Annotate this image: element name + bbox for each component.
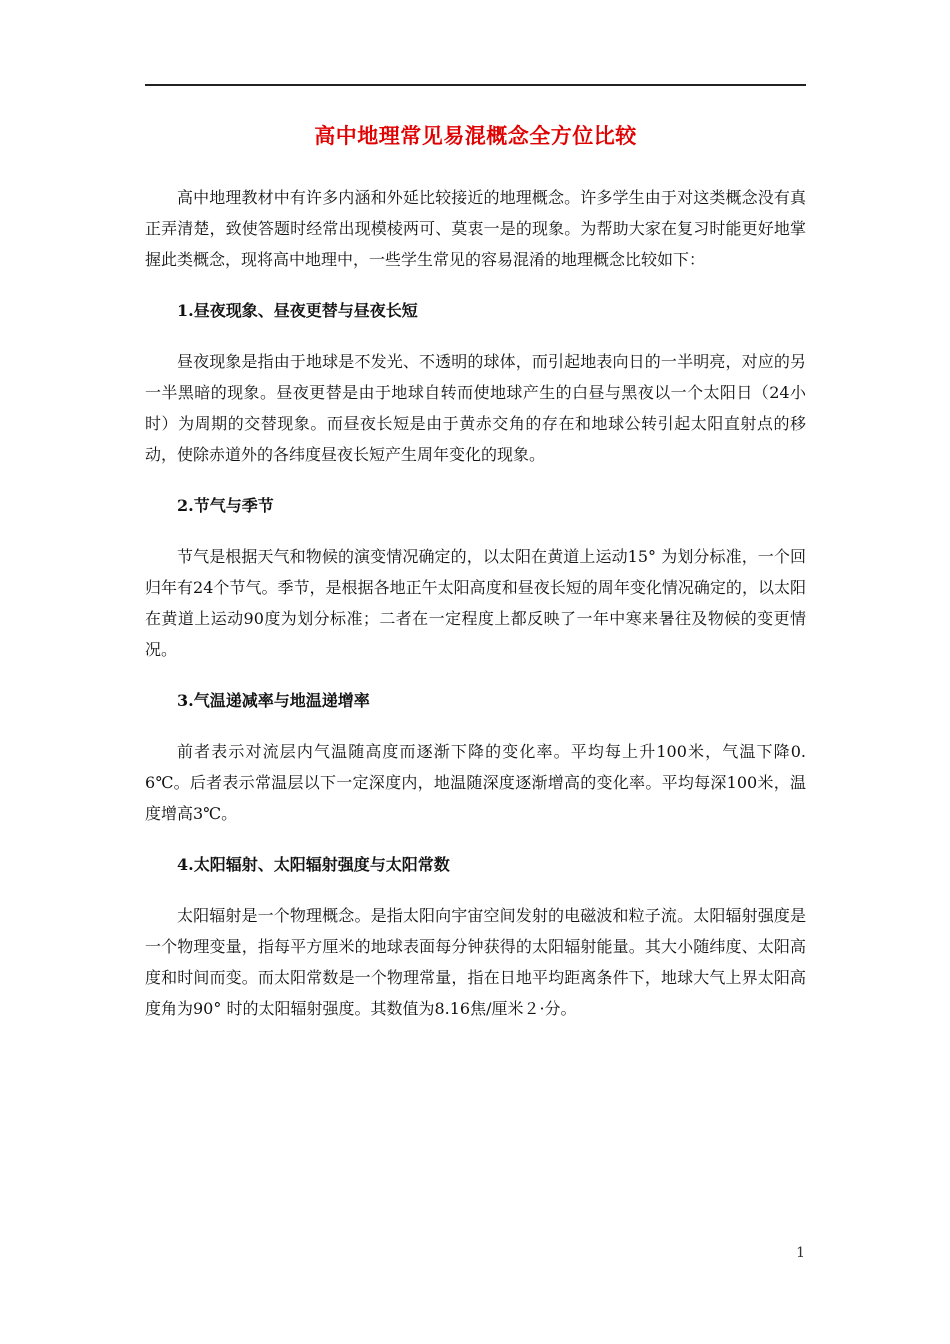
section-body-4: 太阳辐射是一个物理概念。是指太阳向宇宙空间发射的电磁波和粒子流。太阳辐射强度是一个物理变量，指每平方厘米的地球表面每分钟获得的太阳辐射能量。其大小随纬度、太阳高度和时间而变。而太阳常数是一个物理常量，指在日地平均距离条件下，地球大气上界太阳高度角为90° 时的太阳辐射强度。其数值为8.16焦/厘米２·分。 (145, 906, 806, 1018)
section-heading-4: 4.太阳辐射、太阳辐射强度与太阳常数 (177, 855, 450, 874)
page-number: 1 (796, 1245, 805, 1261)
section-body-3: 前者表示对流层内气温随高度而逐渐下降的变化率。平均每上升100米，气温下降0.6℃。后者表示常温层以下一定深度内，地温随深度逐渐增高的变化率。平均每深100米，温度增高3℃。 (145, 742, 806, 823)
section-heading-3: 3.气温递减率与地温递增率 (177, 691, 370, 710)
section-heading-2: 2.节气与季节 (177, 496, 274, 515)
header-rule (145, 84, 806, 86)
document-body (145, 182, 806, 1044)
section-body-2: 节气是根据天气和物候的演变情况确定的，以太阳在黄道上运动15° 为划分标准，一个回归年有24个节气。季节，是根据各地正午太阳高度和昼夜长短的周年变化情况确定的，以太阳在黄道上运动90度为划分标准；二者在一定程度上都反映了一年中寒来暑往及物候的变更情况。 (145, 547, 806, 659)
section-body-1: 昼夜现象是指由于地球是不发光、不透明的球体，而引起地表向日的一半明亮，对应的另一半黑暗的现象。昼夜更替是由于地球自转而使地球产生的白昼与黑夜以一个太阳日（24小时）为周期的交替现象。而昼夜长短是由于黄赤交角的存在和地球公转引起太阳直射点的移动，使除赤道外的各纬度昼夜长短产生周年变化的现象。 (145, 352, 806, 464)
section-heading-1: 1.昼夜现象、昼夜更替与昼夜长短 (177, 301, 418, 320)
intro-paragraph: 高中地理教材中有许多内涵和外延比较接近的地理概念。许多学生由于对这类概念没有真正弄清楚，致使答题时经常出现模棱两可、莫衷一是的现象。为帮助大家在复习时能更好地掌握此类概念，现将高中地理中，一些学生常见的容易混淆的地理概念比较如下： (145, 188, 806, 269)
document-title: 高中地理常见易混概念全方位比较 (314, 123, 637, 148)
